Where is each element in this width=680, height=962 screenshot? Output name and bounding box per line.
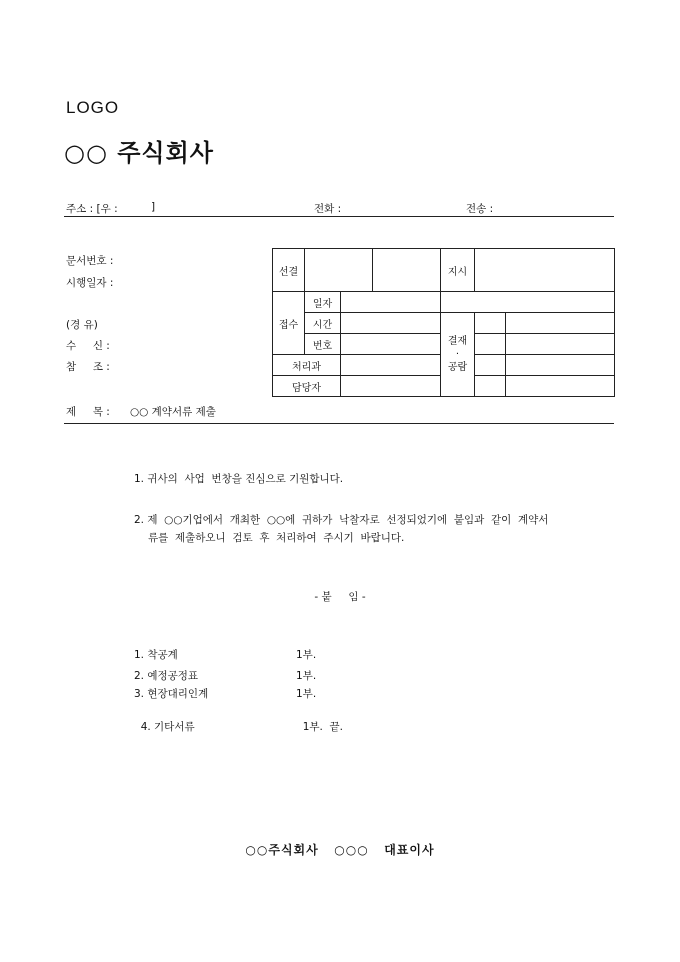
approval-cell [506,334,615,355]
approval-cell [341,334,441,355]
approval-gyeoljae-label: 결재 [447,336,468,347]
approval-cell [475,355,506,376]
address-label: 주소 : [우 : [66,203,118,215]
approval-date: 일자 [305,292,341,313]
body-item-2-line-1: 2. 제 ○○기업에서 개최한 ○○에 귀하가 낙찰자로 선정되었기에 붙임과 같이 계약서 [134,514,549,526]
phone-label: 전화 : [314,203,342,215]
approval-cell [341,376,441,397]
attachment-item-qty: 1부. [296,670,317,682]
attachment-item [134,647,316,662]
attachment-item-qty: 1부. [296,688,317,700]
approval-cell [506,355,615,376]
approval-table [272,248,615,397]
company-name: ○○ 주식회사 [64,139,214,167]
address-close: ] [151,201,156,213]
approval-jeopsu: 접수 [273,292,305,355]
approval-dept: 처리과 [273,355,341,376]
via-label: (경 유) [66,319,98,331]
recipient-label: 수 신 : [66,340,110,352]
attachment-item-name: 3. 현장대리인계 [134,688,209,700]
approval-number: 번호 [305,334,341,355]
approval-cell [506,376,615,397]
approval-cell [475,313,506,334]
approval-cell [341,355,441,376]
approval-cell [506,313,615,334]
attachment-heading: - 붙 임 - [314,591,366,603]
approval-time: 시간 [305,313,341,334]
approval-cell [341,292,441,313]
approval-dot: · [455,349,460,360]
approval-cell [341,313,441,334]
attachment-item-name: 2. 예정공정표 [134,670,199,682]
reference-label: 참 조 : [66,361,110,373]
approval-gongram: 공람 [447,362,468,373]
attachment-item [134,707,343,734]
subject-label: 제 목 : [66,406,110,418]
attachment-item-qty: 1부. [296,649,317,661]
approval-cell [475,376,506,397]
approval-cell [475,249,615,292]
body-item-1: 1. 귀사의 사업 번창을 진심으로 기원합니다. [134,473,344,485]
attachment-item [134,668,316,683]
exec-date-label: 시행일자 : [66,277,114,289]
contact-divider [64,216,614,217]
approval-gyeoljae [441,313,475,397]
attachment-item-name: 1. 착공계 [134,649,178,661]
doc-number-label: 문서번호 : [66,255,114,267]
approval-jisi: 지시 [441,249,475,292]
approval-cell [305,249,373,292]
approval-manager: 담당자 [273,376,341,397]
fax-label: 전송 : [466,203,494,215]
subject-divider [64,423,614,424]
body-item-2-line-2: 류를 제출하오니 검토 후 처리하여 주시기 바랍니다. [148,532,405,544]
approval-cell [373,249,441,292]
approval-cell [475,334,506,355]
attachment-item-name: 4. 기타서류 [140,721,195,733]
logo: LOGO [66,98,120,117]
subject-value: ○○ 계약서류 제출 [130,406,216,418]
attachment-item-qty: 1부. 끝. [302,721,344,733]
signature: ○○주식회사 ○○○ 대표이사 [245,843,435,857]
attachment-item [134,686,316,701]
approval-cell [441,292,615,313]
approval-seongyeol: 선결 [273,249,305,292]
